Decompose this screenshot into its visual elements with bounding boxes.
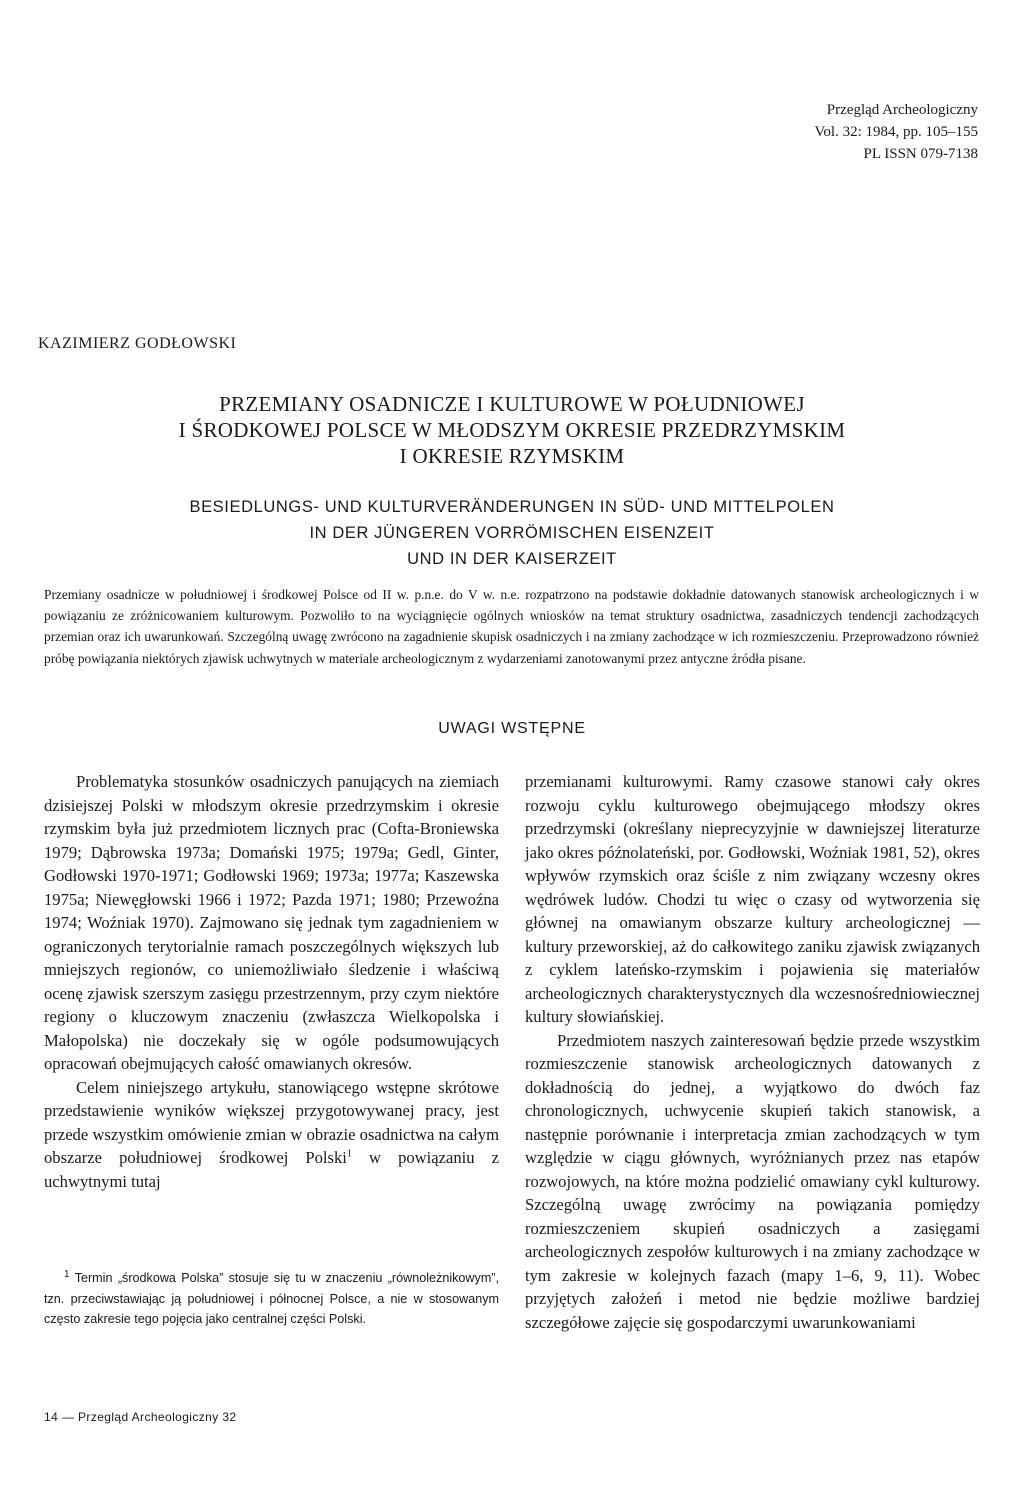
subtitle-line-1: BESIEDLUNGS- UND KULTURVERÄNDERUNGEN IN SÜD- UND MITTELPOLEN xyxy=(189,498,835,516)
journal-name: Przegląd Archeologiczny xyxy=(826,102,978,118)
footnote-marker: 1 xyxy=(64,1268,70,1280)
paragraph: przemianami kulturowymi. Ramy czasowe stanowi cały okres rozwoju cyklu kulturowego obejmującego młodszy okres przedrzymski (określany nieprecyzyjnie w dawniejszej literaturze jako okres późnolateński, por. Godłowski, Woźniak 1981, 52), okres wpływów rzymskich oraz ściśle z nim związany wczesny okres wędrówek ludów. Chodzi tu więc o czasy od wytworzenia się głównej na omawianym obszarze kultury archeologicznej — kultury przeworskiej, aż do całkowitego zaniku zjawisk związanych z cyklem lateńsko-rzymskim i pojawienia się materiałów archeologicznych charakterystycznych dla wczesnośredniowiecznej kultury słowiańskiej. xyxy=(525,772,980,1026)
footnote-text xyxy=(44,1268,499,1330)
paragraph: Przedmiotem naszych zainteresowań będzie przede wszystkim rozmieszczenie stanowisk archeologicznych datowanych z dokładnością do jednej, a wyjątkowo do dwóch faz chronologicznych, uchwycenie skupień takich stanowisk, a następnie porównanie i interpretacja zmian zachodzących w tym względzie w ciągu głównych, wyróżnianych przez nas etapów rozwojowych, na które można podzielić omawiany cykl kulturowy. Szczególną uwagę zwrócimy na powiązania pomiędzy rozmieszczeniem skupień osadniczych a zasięgami archeologicznych zespołów kulturowych i na zmiany zachodzące w tym zakresie w kolejnych fazach (mapy 1–6, 9, 11). Wobec przyjętych założeń i metod nie będzie możliwe bardziej szczegółowe zajęcie się gospodarczymi uwarunkowaniami xyxy=(525,1030,980,1332)
paragraph xyxy=(44,1076,499,1194)
body-column-right xyxy=(525,770,980,1334)
journal-issn: PL ISSN 079-7138 xyxy=(863,146,978,162)
abstract: Przemiany osadnicze w południowej i środkowej Polsce od II w. p.n.e. do V w. n.e. rozpatrzono na podstawie dokładnie datowanych stanowisk archeologicznych i w powiązaniu ze zróżnicowaniem kulturowym. Pozwoliło to na wyciągnięcie ogólnych wniosków na temat struktury osadnictwa, zasadniczych tendencji zachodzących przemian oraz ich uwarunkowań. Szczególną uwagę zwrócono na zagadnienie skupisk osadniczych i na zmiany zachodzące w ich rozmieszczeniu. Przeprowadzono również próbę powiązania niektórych zjawisk uchwytnych w materiale archeologicznym z wydarzeniami zanotowanymi przez antyczne źródła pisane. xyxy=(44,587,979,666)
footnote-body: Termin „środkowa Polska” stosuje się tu w znaczeniu „równoleżnikowym”, tzn. przeciwstawiając ją południowej i północnej Polsce, a nie w stosowanym często zakresie tego pojęcia jako centralnej części Polski. xyxy=(44,1271,499,1326)
title-line-3: I OKRESIE RZYMSKIM xyxy=(399,444,625,468)
journal-volume: Vol. 32: 1984, pp. 105–155 xyxy=(814,124,978,140)
body-column-left xyxy=(44,770,499,1193)
subtitle-line-2: IN DER JÜNGEREN VORRÖMISCHEN EISENZEIT xyxy=(309,524,715,542)
paragraph: Problematyka stosunków osadniczych panujących na ziemiach dzisiejszej Polski w młodszym okresie przedrzymskim i okresie rzymskim była już przedmiotem licznych prac (Cofta-Broniewska 1979; Dąbrowska 1973a; Domański 1975; 1979a; Gedl, Ginter, Godłowski 1970-1971; Godłowski 1969; 1973a; 1977a; Kaszewska 1975a; Niewęgłowski 1966 i 1972; Pazda 1971; 1980; Przewoźna 1974; Woźniak 1970). Zajmowano się jednak tym zagadnieniem w ograniczonych terytorialnie ramach poszczególnych większych lub mniejszych regionów, co uniemożliwiało śledzenie i właściwą ocenę zjawisk szerszym zasięgu przestrzennym, przy czym niektóre regiony o kluczowym znaczeniu (zwłaszcza Wielkopolska i Małopolska) nie doczekały się w ogóle podsumowujących opracowań obejmujących całość omawianych okresów. xyxy=(44,772,499,1073)
title-line-2: I ŚRODKOWEJ POLSCE W MŁODSZYM OKRESIE PRZEDRZYMSKIM xyxy=(178,418,846,442)
subtitle-line-3: UND IN DER KAISERZEIT xyxy=(407,550,617,568)
page-footer: 14 — Przegląd Archeologiczny 32 xyxy=(44,1410,237,1424)
paragraph-text: Celem niniejszego artykułu, stanowiącego wstępne skrótowe przedstawienie wyników większej przygotowywanej pracy, jest przede wszystkim omówienie zmian w obrazie osadnictwa na całym obszarze południowej środkowej Polski xyxy=(44,1077,499,1167)
title-line-1: PRZEMIANY OSADNICZE I KULTUROWE W POŁUDNIOWEJ xyxy=(219,392,805,416)
paragraph-text: w powiązaniu z uchwytnymi tutaj xyxy=(44,1148,500,1191)
journal-header xyxy=(815,99,978,165)
author-name: KAZIMIERZ GODŁOWSKI xyxy=(38,335,237,352)
section-heading: UWAGI WSTĘPNE xyxy=(438,720,586,737)
footnote xyxy=(44,1268,499,1330)
footnote-reference[interactable]: 1 xyxy=(346,1148,352,1160)
article-title xyxy=(60,391,964,469)
article-subtitle-german xyxy=(60,494,964,572)
